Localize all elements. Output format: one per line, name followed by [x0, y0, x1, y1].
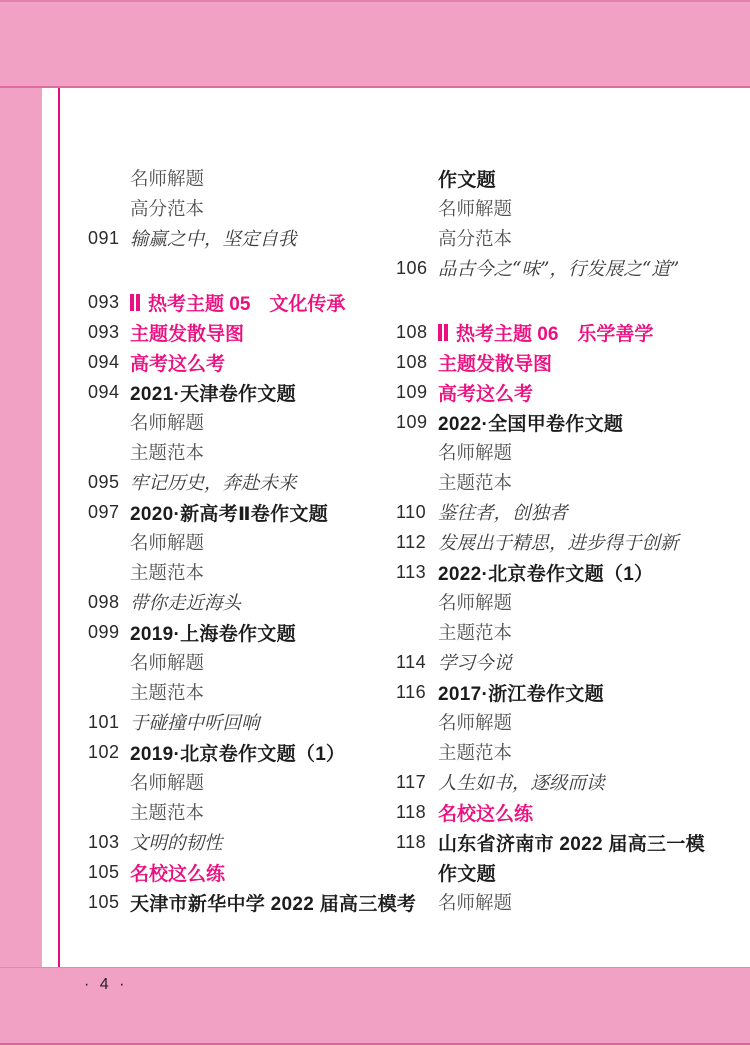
toc-entry-label: 主题范本	[130, 682, 205, 703]
toc-entry-page-number: 118	[396, 801, 427, 822]
toc-entry-label: 作文题	[438, 863, 496, 885]
toc-entry	[396, 193, 708, 223]
toc-entry-page-number: 098	[88, 591, 120, 612]
toc-entry	[88, 527, 390, 557]
toc-entry	[396, 647, 708, 677]
toc-entry	[88, 223, 390, 253]
toc-entry-page-number: 102	[88, 741, 120, 762]
toc-entry-label: 名师解题	[438, 198, 513, 219]
toc-entry	[88, 467, 390, 497]
toc-entry-label: 鉴往者，创独者	[438, 503, 568, 524]
toc-entry-label: 名师解题	[438, 442, 513, 463]
toc-entry-label: 2019·北京卷作文题（1）	[130, 743, 346, 765]
toc-entry-label: 热考主题 05 文化传承	[148, 293, 346, 315]
toc-entry	[88, 887, 417, 917]
toc-entry-label: 2017·浙江卷作文题	[438, 683, 604, 705]
toc-entry	[88, 557, 390, 587]
toc-entry	[396, 707, 708, 737]
toc-entry	[88, 737, 390, 767]
toc-entry-label: 高分范本	[438, 228, 513, 249]
section-marker-icon	[130, 294, 140, 311]
toc-entry	[88, 827, 390, 857]
toc-entry-label: 名校这么练	[130, 863, 226, 885]
toc-entry	[88, 767, 390, 797]
toc-entry-label: 名师解题	[438, 892, 513, 913]
toc-entry-label: 于碰撞中听回响	[130, 713, 260, 734]
toc-entry	[88, 193, 390, 223]
toc-entry-label: 输赢之中，坚定自我	[130, 229, 297, 250]
toc-entry-page-number: 093	[88, 321, 120, 342]
toc-entry	[88, 677, 390, 707]
toc-entry	[396, 467, 708, 497]
toc-entry-page-number: 114	[396, 651, 427, 672]
toc-entry	[396, 317, 708, 347]
toc-entry-label: 2020·新高考Ⅱ卷作文题	[130, 503, 329, 525]
toc-entry-label: 热考主题 06 乐学善学	[456, 323, 654, 345]
toc-entry-page-number: 095	[88, 471, 120, 492]
toc-entry	[88, 857, 390, 887]
toc-entry	[396, 437, 708, 467]
toc-entry-label: 主题范本	[130, 442, 205, 463]
toc-entry-label: 作文题	[438, 169, 496, 191]
toc-entry	[88, 317, 390, 347]
toc-entry	[88, 617, 390, 647]
toc-entry-label: 2019·上海卷作文题	[130, 623, 296, 645]
toc-entry	[396, 827, 708, 857]
toc-spacer	[396, 283, 708, 317]
toc-entry	[396, 677, 708, 707]
toc-entry-label: 名师解题	[130, 412, 205, 433]
toc-entry	[88, 163, 390, 193]
toc-entry	[396, 527, 708, 557]
toc-entry	[88, 377, 390, 407]
toc-entry	[396, 223, 708, 253]
toc-entry-label: 主题范本	[438, 742, 513, 763]
toc-entry	[396, 347, 708, 377]
toc-entry-page-number: 112	[396, 531, 427, 552]
toc-entry	[88, 347, 390, 377]
toc-entry-label: 主题发散导图	[438, 353, 553, 375]
toc-entry-label: 主题范本	[438, 622, 513, 643]
toc-entry-label: 主题范本	[438, 472, 513, 493]
toc-entry-page-number: 109	[396, 381, 428, 402]
section-marker-icon	[438, 324, 448, 341]
toc-entry	[88, 707, 390, 737]
toc-entry-page-number: 110	[396, 501, 427, 522]
toc-entry	[88, 497, 390, 527]
toc-entry-page-number: 099	[88, 621, 120, 642]
toc-entry-label: 名师解题	[130, 772, 205, 793]
toc-entry-label: 学习今说	[438, 653, 513, 674]
toc-entry	[396, 253, 708, 283]
toc-entry	[88, 287, 390, 317]
toc-entry-page-number: 091	[88, 227, 120, 248]
toc-entry-label: 2022·北京卷作文题（1）	[438, 563, 654, 585]
toc-entry	[88, 797, 390, 827]
toc-entry-label: 2021·天津卷作文题	[130, 383, 296, 405]
toc-entry	[396, 857, 708, 887]
toc-entry	[396, 407, 708, 437]
toc-entry-label: 山东省济南市 2022 届高三一模	[438, 833, 705, 855]
toc-entry-label: 名师解题	[130, 168, 205, 189]
toc-entry	[88, 437, 390, 467]
toc-entry	[88, 647, 390, 677]
toc-entry-page-number: 094	[88, 351, 120, 372]
toc-entry-page-number: 093	[88, 291, 120, 312]
toc-entry	[88, 587, 390, 617]
toc-entry-label: 名师解题	[130, 532, 205, 553]
toc-entry	[396, 767, 708, 797]
toc-entry-page-number: 108	[396, 351, 428, 372]
toc-entry-label: 高考这么考	[130, 353, 226, 375]
toc-entry-label: 天津市新华中学 2022 届高三模考	[130, 893, 417, 915]
toc-entry-label: 人生如书，逐级而读	[438, 773, 605, 794]
toc-entry	[88, 407, 390, 437]
toc-entry-label: 牢记历史，奔赴未来	[130, 473, 297, 494]
toc-entry-label: 主题发散导图	[130, 323, 245, 345]
toc-entry-label: 名校这么练	[438, 803, 534, 825]
toc-entry-page-number: 097	[88, 501, 120, 522]
toc-entry-label: 主题范本	[130, 802, 205, 823]
toc-entry-page-number: 105	[88, 891, 120, 912]
toc-entry-page-number: 103	[88, 831, 120, 852]
toc-entry-page-number: 106	[396, 257, 428, 278]
page-top-edge-line	[0, 0, 750, 2]
toc-entry-label: 主题范本	[130, 562, 205, 583]
toc-entry	[396, 887, 708, 917]
toc-entry-label: 发展出于精思，进步得于创新	[438, 533, 679, 554]
toc-right-column	[396, 163, 708, 917]
toc-entry-label: 高考这么考	[438, 383, 534, 405]
toc-entry	[396, 377, 708, 407]
toc-entry-label: 名师解题	[438, 712, 513, 733]
toc-entry-label: 名师解题	[438, 592, 513, 613]
toc-entry-page-number: 109	[396, 411, 428, 432]
toc-entry-page-number: 105	[88, 861, 120, 882]
toc-entry-page-number: 117	[396, 771, 427, 792]
toc-entry	[396, 497, 708, 527]
toc-entry-page-number: 108	[396, 321, 428, 342]
toc-entry-label: 品古今之“味”，行发展之“道”	[438, 259, 680, 280]
toc-entry	[396, 163, 708, 193]
toc-entry-label: 名师解题	[130, 652, 205, 673]
toc-entry	[396, 737, 708, 767]
page-number: · 4 ·	[84, 976, 128, 993]
toc-entry-page-number: 116	[396, 681, 427, 702]
toc-entry-page-number: 101	[88, 711, 120, 732]
toc-entry	[396, 587, 708, 617]
toc-entry	[396, 797, 708, 827]
toc-entry-page-number: 118	[396, 831, 427, 852]
toc-entry-label: 文明的韧性	[130, 833, 223, 854]
toc-entry-label: 2022·全国甲卷作文题	[438, 413, 624, 435]
toc-entry-label: 带你走近海头	[130, 593, 242, 614]
toc-entry	[396, 557, 708, 587]
toc-entry-page-number: 113	[396, 561, 427, 582]
toc-spacer	[88, 253, 390, 287]
toc-entry-label: 高分范本	[130, 198, 205, 219]
toc-entry-page-number: 094	[88, 381, 120, 402]
panel-bottom-divider-line	[0, 967, 750, 968]
margin-rule-line	[58, 88, 60, 967]
toc-entry	[396, 617, 708, 647]
